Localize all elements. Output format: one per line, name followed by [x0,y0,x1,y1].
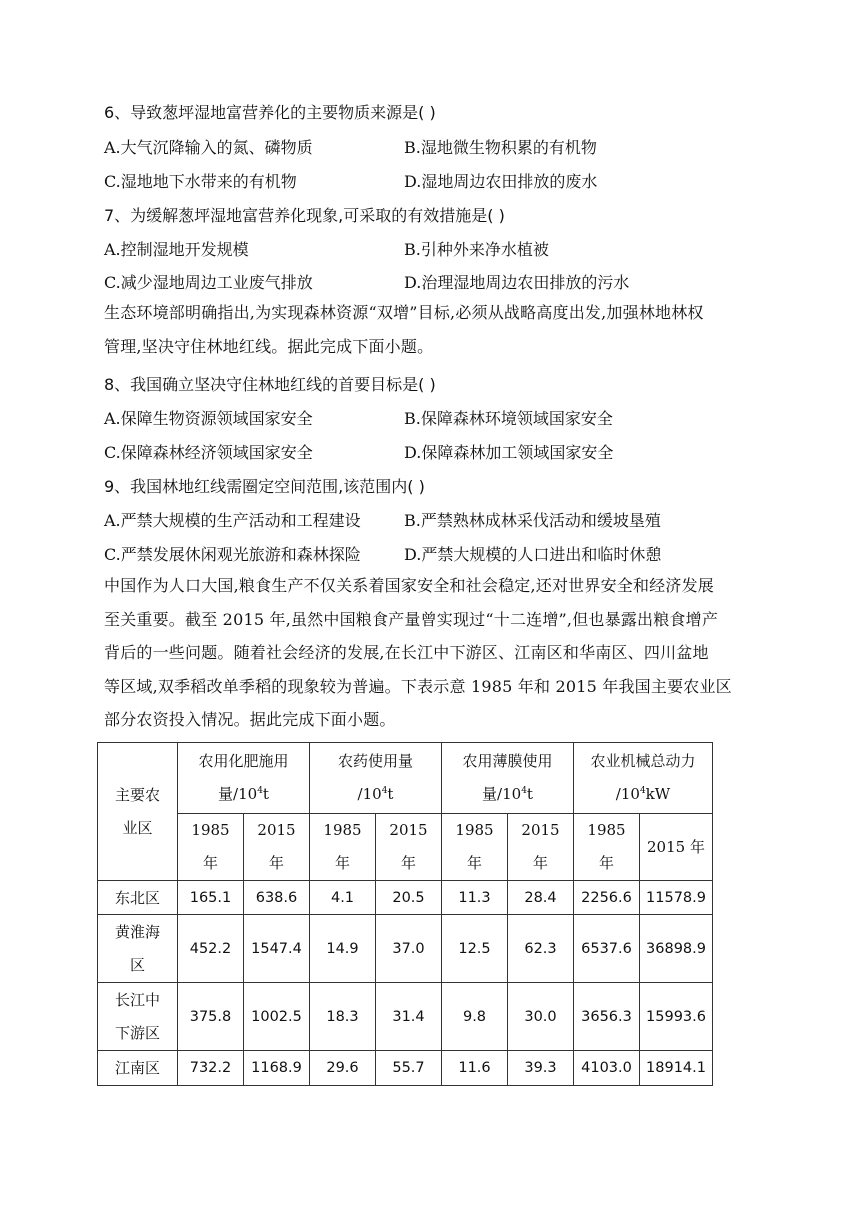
year-number: 2015 [521,821,560,839]
question-7-option-b: B.引种外来净水植被 [404,240,549,259]
header-machinery-power [574,743,713,814]
value-cell: 4.1 [310,881,376,915]
question-8-option-c: C.保障森林经济领域国家安全 [104,443,313,462]
region-cell [98,881,178,915]
value-cell: 30.0 [508,983,574,1051]
question-8-option-b: B.保障森林环境领域国家安全 [404,409,613,428]
passage-line: 管理,坚决守住林地红线。据此完成下面小题。 [104,336,434,356]
header-unit [310,778,441,811]
question-7-stem: 7、为缓解葱坪湿地富营养化现象,可采取的有效措施是( ) [104,206,505,225]
year-suffix: 年 [598,854,614,872]
header-unit-suffix: t [262,785,269,803]
table-row [98,983,713,1051]
question-8-stem: 8、我国确立坚决守住林地红线的首要目标是( ) [104,375,436,394]
passage-line: 背后的一些问题。随着社会经济的发展,在长江中下游区、江南区和华南区、四川盆地 [104,643,709,662]
value-cell: 18914.1 [640,1051,713,1086]
value-cell: 375.8 [178,983,244,1051]
year-number: 2015 年 [647,838,705,856]
year-header [442,814,508,881]
header-unit-exponent: 4 [257,786,263,796]
year-header [574,814,640,881]
question-7-option-d: D.治理湿地周边农田排放的污水 [404,273,630,292]
value-cell: 6537.6 [574,915,640,983]
header-unit-suffix: kW [645,785,671,803]
agricultural-inputs-table [97,742,713,1086]
question-6-option-b: B.湿地微生物积累的有机物 [404,138,597,157]
corner-header-line: 主要农 [114,785,160,804]
corner-header-line: 业区 [122,818,153,837]
region-name: 下游区 [114,1023,160,1042]
corner-header [98,743,178,881]
header-unit-suffix: t [387,785,394,803]
header-pesticide [310,743,442,814]
header-unit [442,778,573,811]
question-6-option-a: A.大气沉降输入的氮、磷物质 [104,138,313,157]
region-name: 江南区 [114,1059,160,1077]
question-6-stem: 6、导致葱坪湿地富营养化的主要物质来源是( ) [104,103,436,122]
passage-line: 部分农资投入情况。据此完成下面小题。 [104,710,396,729]
value-cell: 18.3 [310,983,376,1051]
region-name: 长江中 [114,990,160,1009]
passage-forest-redline [104,296,724,363]
question-9-option-d: D.严禁大规模的人口进出和临时休憩 [404,545,662,564]
passage-line: 中国作为人口大国,粮食生产不仅关系着国家安全和社会稳定,还对世界安全和经济发展 [104,576,714,595]
header-unit [574,778,712,811]
passage-grain-production [104,569,732,737]
question-7-option-c: C.减少湿地周边工业废气排放 [104,273,313,292]
value-cell: 165.1 [178,881,244,915]
year-header [508,814,574,881]
value-cell: 9.8 [442,983,508,1051]
value-cell: 15993.6 [640,983,713,1051]
question-9-option-c: C.严禁发展休闲观光旅游和森林探险 [104,545,361,564]
region-name: 黄淮海 [114,922,160,941]
year-suffix: 年 [532,854,548,872]
value-cell: 36898.9 [640,915,713,983]
year-header [310,814,376,881]
value-cell: 39.3 [508,1051,574,1086]
value-cell: 4103.0 [574,1051,640,1086]
value-cell: 11.3 [442,881,508,915]
header-unit-exponent: 4 [639,786,646,796]
value-cell: 12.5 [442,915,508,983]
question-9-stem: 9、我国林地红线需圈定空间范围,该范围内( ) [104,477,425,496]
year-header [244,814,310,881]
table-row [98,881,713,915]
year-number: 2015 [389,821,428,839]
value-cell: 31.4 [376,983,442,1051]
header-unit-text: /10 [357,785,382,803]
passage-line: 等区域,双季稻改单季稻的现象较为普遍。下表示意 1985 年和 2015 年我国主要农业区 [104,676,732,696]
table-row [98,915,713,983]
region-cell [98,915,178,983]
header-unit-suffix: t [526,785,533,803]
year-header [640,814,713,881]
region-name: 东北区 [114,888,160,907]
question-9-option-a: A.严禁大规模的生产活动和工程建设 [104,511,361,530]
region-name: 区 [129,955,145,974]
value-cell: 55.7 [376,1051,442,1086]
value-cell: 11.6 [442,1051,508,1086]
header-line: 农用化肥施用 [198,752,289,770]
question-7-option-a: A.控制湿地开发规模 [104,240,249,259]
header-line: 农业机械总动力 [590,752,696,770]
value-cell: 452.2 [178,915,244,983]
value-cell: 638.6 [244,881,310,915]
question-6-option-d: D.湿地周边农田排放的废水 [404,172,598,191]
value-cell: 1547.4 [244,915,310,983]
region-cell [98,983,178,1051]
header-fertilizer [178,743,310,814]
year-number: 1985 [587,821,626,839]
header-line: 农药使用量 [337,752,413,770]
header-unit-text: 量/10 [218,785,258,803]
header-unit-text: /10 [615,785,640,803]
header-unit-exponent: 4 [521,786,527,796]
year-number: 1985 [191,821,230,839]
header-line: 农用薄膜使用 [462,752,553,770]
value-cell: 62.3 [508,915,574,983]
value-cell: 1168.9 [244,1051,310,1086]
table-row [98,1051,713,1086]
year-header [376,814,442,881]
value-cell: 732.2 [178,1051,244,1086]
year-suffix: 年 [400,854,416,872]
value-cell: 3656.3 [574,983,640,1051]
value-cell: 1002.5 [244,983,310,1051]
year-header [178,814,244,881]
value-cell: 29.6 [310,1051,376,1086]
header-unit [178,778,309,811]
header-plastic-film [442,743,574,814]
value-cell: 2256.6 [574,881,640,915]
question-8-option-d: D.保障森林加工领域国家安全 [404,443,614,462]
header-unit-text: 量/10 [482,785,522,803]
year-suffix: 年 [202,854,218,872]
year-number: 2015 [257,821,296,839]
year-suffix: 年 [466,854,482,872]
year-suffix: 年 [268,854,284,872]
value-cell: 20.5 [376,881,442,915]
value-cell: 14.9 [310,915,376,983]
year-number: 1985 [323,821,362,839]
question-9-option-b: B.严禁熟林成林采伐活动和缓坡垦殖 [404,511,661,530]
header-unit-exponent: 4 [381,786,388,796]
value-cell: 11578.9 [640,881,713,915]
value-cell: 37.0 [376,915,442,983]
year-number: 1985 [455,821,494,839]
question-6-option-c: C.湿地地下水带来的有机物 [104,172,297,191]
value-cell: 28.4 [508,881,574,915]
year-suffix: 年 [334,854,350,872]
passage-line: 生态环境部明确指出,为实现森林资源“双增”目标,必须从战略高度出发,加强林地林权 [104,303,704,322]
question-8-option-a: A.保障生物资源领域国家安全 [104,409,313,428]
region-cell [98,1051,178,1086]
passage-line: 至关重要。截至 2015 年,虽然中国粮食产量曾实现过“十二连增”,但也暴露出粮食增产 [104,609,719,629]
